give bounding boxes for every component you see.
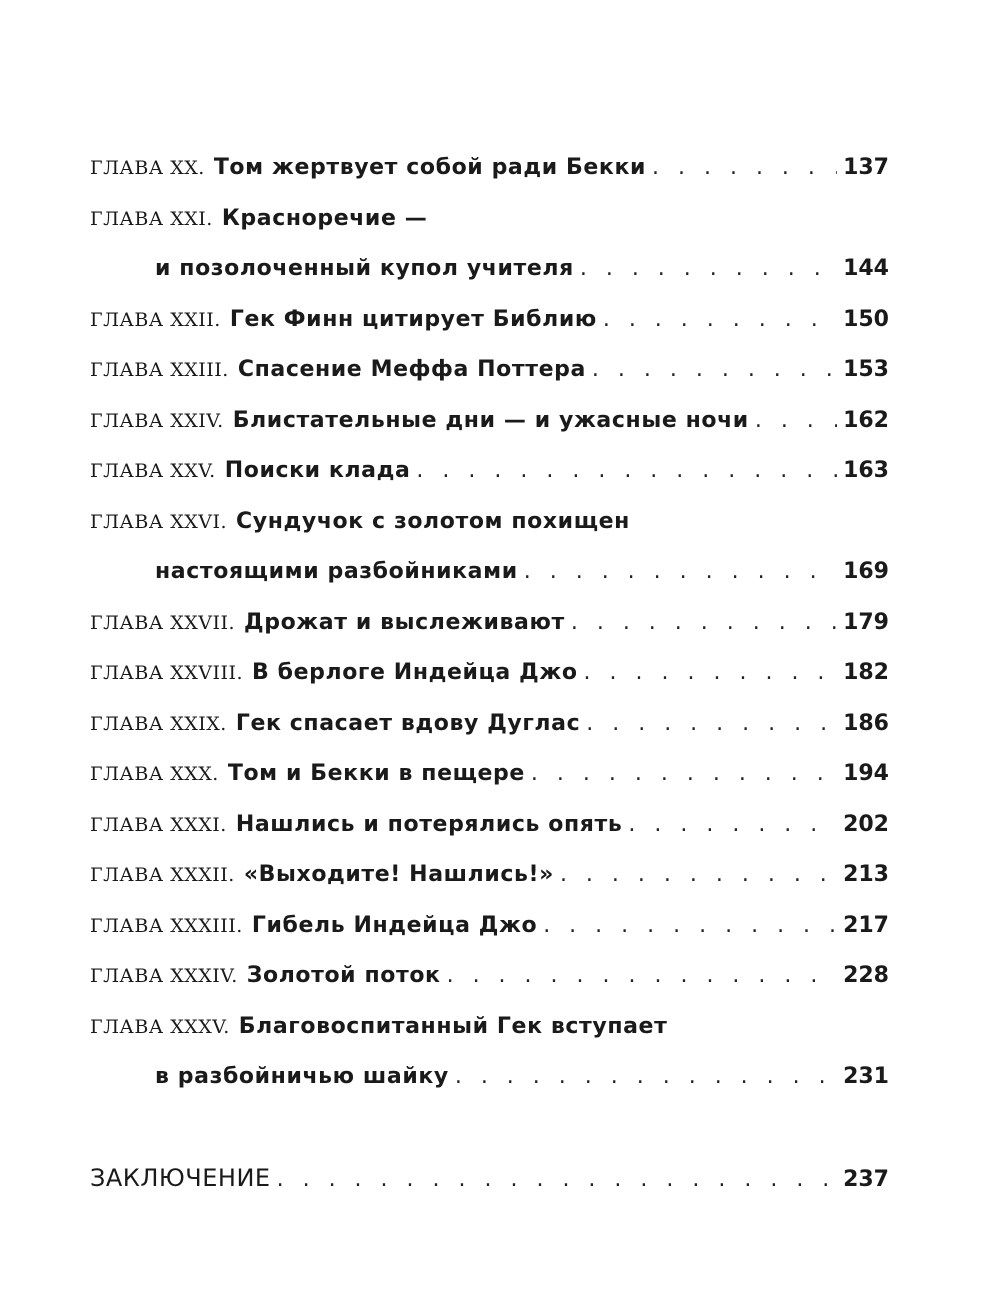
toc-entry-xxiii <box>90 345 889 396</box>
chapter-label: ГЛАВА XX. <box>90 157 205 179</box>
page-number: 144 <box>843 256 889 281</box>
chapter-title: Том жертвует собой ради Бекки <box>213 155 646 180</box>
chapter-title: Дрожат и выслеживают <box>244 609 565 635</box>
chapter-label: ГЛАВА XXII. <box>90 308 221 331</box>
chapter-title: Гибель Индейца Джо <box>251 912 538 938</box>
page-number: 163 <box>843 458 889 483</box>
page-number: 162 <box>843 407 889 433</box>
toc-entry-xxix <box>90 699 889 750</box>
toc-entry-xxv <box>90 446 889 497</box>
toc-entry-xxii <box>90 295 889 346</box>
page-number: 186 <box>843 710 889 736</box>
dot-leader <box>525 749 837 800</box>
chapter-title: Сундучок с золотом похищен <box>236 508 630 534</box>
dot-leader <box>449 1052 837 1103</box>
page-number: 169 <box>843 559 889 584</box>
page-number: 153 <box>843 357 889 382</box>
chapter-title: Золотой поток <box>246 963 441 988</box>
chapter-label: ГЛАВА XXX. <box>90 763 219 785</box>
chapter-title: Благовоспитанный Гек вступает <box>238 1013 668 1039</box>
dot-leader <box>441 951 837 1002</box>
page-number: 202 <box>843 811 889 837</box>
dot-leader <box>646 143 837 194</box>
chapter-title-continued: и позолоченный купол учителя <box>155 256 574 281</box>
toc-entry-xxvi-continued <box>90 547 889 598</box>
toc-entry-xxvii <box>90 598 889 649</box>
page-number: 194 <box>843 761 889 786</box>
dot-leader <box>271 1155 837 1206</box>
conclusion-title: ЗАКЛЮЧЕНИЕ <box>90 1163 271 1192</box>
dot-leader <box>518 547 837 598</box>
page-number: 228 <box>843 963 889 988</box>
dot-leader <box>578 648 838 699</box>
chapter-title: Красноречие — <box>221 205 428 231</box>
toc-entry-xxxiii <box>90 901 889 952</box>
chapter-title: В берлоге Индейца Джо <box>252 660 578 685</box>
chapter-label: ГЛАВА XXXV. <box>90 1015 230 1038</box>
dot-leader <box>410 446 837 497</box>
chapter-label: ГЛАВА XXVII. <box>90 611 236 634</box>
chapter-title: «Выходите! Нашлись!» <box>243 862 554 887</box>
page-number: 213 <box>843 862 889 887</box>
toc-entry-xxvi <box>90 497 889 548</box>
toc-entry-xx <box>90 143 889 194</box>
chapter-label: ГЛАВА XXIII. <box>90 359 229 381</box>
chapter-title-continued: в разбойничью шайку <box>155 1064 449 1089</box>
section-gap <box>90 1103 889 1153</box>
page-number: 182 <box>843 660 889 685</box>
dot-leader <box>586 345 837 396</box>
chapter-label: ГЛАВА XXVIII. <box>90 662 244 684</box>
toc-entry-xxviii <box>90 648 889 699</box>
chapter-title: Блистательные дни — и ужасные ночи <box>232 407 749 433</box>
chapter-label: ГЛАВА XXIV. <box>90 409 224 432</box>
chapter-title-continued: настоящими разбойниками <box>155 559 518 584</box>
chapter-label: ГЛАВА XXXIII. <box>90 914 243 937</box>
toc-entry-xxxii <box>90 850 889 901</box>
dot-leader <box>622 800 837 851</box>
dot-leader <box>574 244 837 295</box>
dot-leader <box>597 295 837 346</box>
page-number: 137 <box>843 155 889 180</box>
chapter-label: ГЛАВА XXI. <box>90 207 213 230</box>
toc-entry-xxxv-continued <box>90 1052 889 1103</box>
dot-leader <box>749 396 837 447</box>
chapter-title: Спасение Меффа Поттера <box>237 357 586 382</box>
chapter-label: ГЛАВА XXVI. <box>90 510 228 533</box>
chapter-label: ГЛАВА XXIX. <box>90 712 227 735</box>
toc-entry-xxxi <box>90 800 889 851</box>
dot-leader <box>565 598 837 649</box>
table-of-contents <box>90 143 889 1203</box>
chapter-title: Нашлись и потерялись опять <box>235 811 623 837</box>
dot-leader <box>537 901 837 952</box>
toc-entry-conclusion <box>90 1153 889 1204</box>
chapter-label: ГЛАВА XXV. <box>90 460 216 482</box>
toc-entry-xxi <box>90 194 889 245</box>
toc-entry-xxiv <box>90 396 889 447</box>
dot-leader <box>580 699 837 750</box>
page-number: 150 <box>843 306 889 332</box>
chapter-title: Гек Финн цитирует Библию <box>229 306 597 332</box>
page-number: 179 <box>843 609 889 635</box>
chapter-label: ГЛАВА XXXIV. <box>90 965 238 987</box>
toc-entry-xxx <box>90 749 889 800</box>
toc-entry-xxxv <box>90 1002 889 1053</box>
page-number: 217 <box>843 912 889 938</box>
chapter-label: ГЛАВА XXXII. <box>90 864 235 886</box>
chapter-title: Том и Бекки в пещере <box>227 761 525 786</box>
page-number: 237 <box>843 1166 889 1192</box>
dot-leader <box>554 850 837 901</box>
toc-entry-xxi-continued <box>90 244 889 295</box>
toc-entry-xxxiv <box>90 951 889 1002</box>
chapter-label: ГЛАВА XXXI. <box>90 813 227 836</box>
chapter-title: Поиски клада <box>224 458 411 483</box>
chapter-title: Гек спасает вдову Дуглас <box>235 710 581 736</box>
page-number: 231 <box>843 1064 889 1089</box>
